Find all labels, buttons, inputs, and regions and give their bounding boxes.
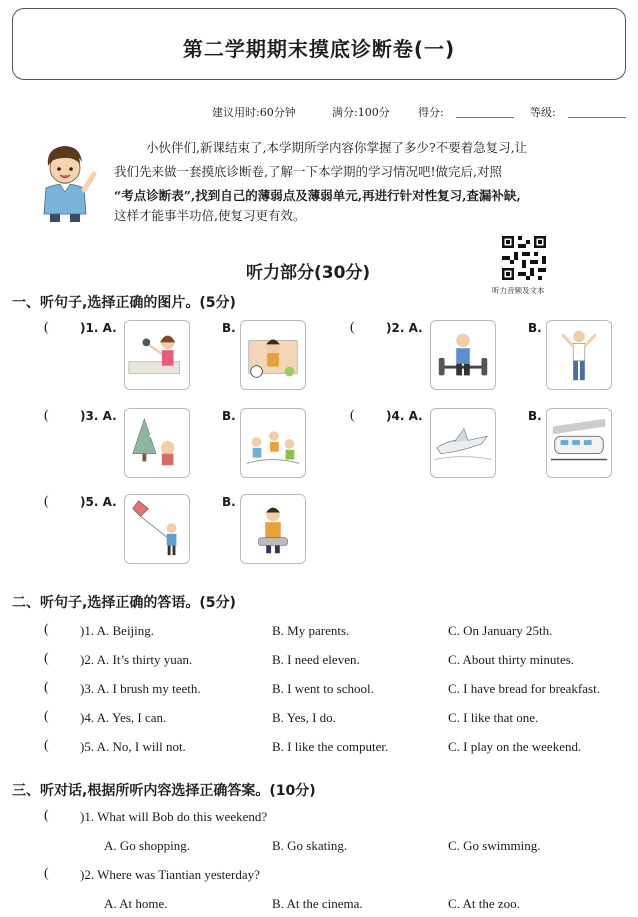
s2-q3-option-c: C. I have bread for breakfast. bbox=[448, 681, 600, 696]
s1-q2-option-b-image[interactable] bbox=[546, 320, 612, 390]
score-label: 得分: bbox=[418, 106, 444, 119]
intro-line-2: 我们先来做一套摸底诊断卷,了解一下本学期的学习情况吧!做完后,对照 bbox=[114, 164, 502, 179]
answer-paren[interactable]: ( bbox=[44, 622, 49, 637]
page-title: 第二学期期末摸底诊断卷(一) bbox=[182, 37, 456, 61]
s1-q3-option-a-image[interactable] bbox=[124, 408, 190, 478]
s2-q1-option-c: C. On January 25th. bbox=[448, 623, 553, 638]
full-score: 满分:100分 bbox=[332, 106, 390, 119]
score-blank[interactable] bbox=[456, 117, 514, 118]
answer-paren[interactable]: ( bbox=[44, 494, 49, 509]
answer-paren[interactable]: ( bbox=[44, 320, 49, 335]
s2-q4-option-b: B. Yes, I do. bbox=[272, 710, 336, 725]
s3-q2-question: )2. Where was Tiantian yesterday? bbox=[80, 867, 260, 882]
answer-paren[interactable]: ( bbox=[44, 680, 49, 695]
grade-blank[interactable] bbox=[568, 117, 626, 118]
s3-q1-option-c: C. Go swimming. bbox=[448, 838, 541, 853]
answer-paren[interactable]: ( bbox=[350, 408, 355, 423]
s2-q5-option-b: B. I like the computer. bbox=[272, 739, 389, 754]
s3-q2-option-b: B. At the cinema. bbox=[272, 896, 363, 911]
mascot-boy-illustration bbox=[34, 140, 98, 224]
s3-q2-option-c: C. At the zoo. bbox=[448, 896, 520, 911]
s2-q2-option-c: C. About thirty minutes. bbox=[448, 652, 575, 667]
grade-label: 等级: bbox=[530, 106, 556, 119]
answer-paren[interactable]: ( bbox=[44, 808, 49, 823]
intro-line-1: 小伙伴们,新课结束了,本学期所学内容你掌握了多少?不要着急复习,让 bbox=[146, 140, 528, 155]
s3-q1-option-b: B. Go skating. bbox=[272, 838, 348, 853]
s1-q2-number: )2. A. bbox=[386, 321, 423, 335]
answer-paren[interactable]: ( bbox=[44, 408, 49, 423]
s1-q5-option-a-image[interactable] bbox=[124, 494, 190, 564]
s1-q2-option-b-label: B. bbox=[528, 321, 542, 335]
answer-paren[interactable]: ( bbox=[44, 738, 49, 753]
section-2-heading: 二、听句子,选择正确的答语。(5分) bbox=[12, 595, 236, 611]
answer-paren[interactable]: ( bbox=[44, 866, 49, 881]
s1-q4-option-a-image[interactable] bbox=[430, 408, 496, 478]
s3-q1-question: )1. What will Bob do this weekend? bbox=[80, 809, 268, 824]
s1-q1-option-b-label: B. bbox=[222, 321, 236, 335]
s2-q5-option-c: C. I play on the weekend. bbox=[448, 739, 582, 754]
s3-q2-option-a: A. At home. bbox=[104, 896, 168, 911]
s2-q3-option-b: B. I went to school. bbox=[272, 681, 374, 696]
title-box bbox=[12, 8, 626, 80]
answer-paren[interactable]: ( bbox=[350, 320, 355, 335]
s2-q1-option-a: )1. A. Beijing. bbox=[80, 623, 155, 638]
s2-q3-option-a: )3. A. I brush my teeth. bbox=[80, 681, 201, 696]
s1-q2-option-a-image[interactable] bbox=[430, 320, 496, 390]
s1-q1-number: )1. A. bbox=[80, 321, 117, 335]
s2-q2-option-b: B. I need eleven. bbox=[272, 652, 360, 667]
s1-q5-option-b-image[interactable] bbox=[240, 494, 306, 564]
answer-paren[interactable]: ( bbox=[44, 651, 49, 666]
s1-q5-option-b-label: B. bbox=[222, 495, 236, 509]
listening-section-title: 听力部分(30分) bbox=[246, 263, 371, 283]
s1-q1-option-b-image[interactable] bbox=[240, 320, 306, 390]
section-1-heading: 一、听句子,选择正确的图片。(5分) bbox=[12, 295, 236, 311]
s1-q3-option-b-image[interactable] bbox=[240, 408, 306, 478]
s1-q3-option-b-label: B. bbox=[222, 409, 236, 423]
s1-q4-number: )4. A. bbox=[386, 409, 423, 423]
s2-q4-option-c: C. I like that one. bbox=[448, 710, 539, 725]
suggested-time: 建议用时:60分钟 bbox=[212, 106, 296, 119]
answer-paren[interactable]: ( bbox=[44, 709, 49, 724]
intro-line-3: “考点诊断表”,找到自己的薄弱点及薄弱单元,再进行针对性复习,查漏补缺, bbox=[114, 188, 521, 203]
s1-q5-number: )5. A. bbox=[80, 495, 117, 509]
s2-q5-option-a: )5. A. No, I will not. bbox=[80, 739, 186, 754]
qr-code-icon[interactable] bbox=[502, 236, 546, 280]
section-3-heading: 三、听对话,根据所听内容选择正确答案。(10分) bbox=[12, 783, 316, 799]
s1-q4-option-b-image[interactable] bbox=[546, 408, 612, 478]
s2-q1-option-b: B. My parents. bbox=[272, 623, 350, 638]
s2-q4-option-a: )4. A. Yes, I can. bbox=[80, 710, 167, 725]
qr-caption: 听力音频及文本 bbox=[492, 286, 545, 295]
s1-q3-number: )3. A. bbox=[80, 409, 117, 423]
intro-line-4: 这样才能事半功倍,使复习更有效。 bbox=[114, 208, 306, 223]
s2-q2-option-a: )2. A. It’s thirty yuan. bbox=[80, 652, 193, 667]
s1-q4-option-b-label: B. bbox=[528, 409, 542, 423]
s3-q1-option-a: A. Go shopping. bbox=[104, 838, 190, 853]
s1-q1-option-a-image[interactable] bbox=[124, 320, 190, 390]
